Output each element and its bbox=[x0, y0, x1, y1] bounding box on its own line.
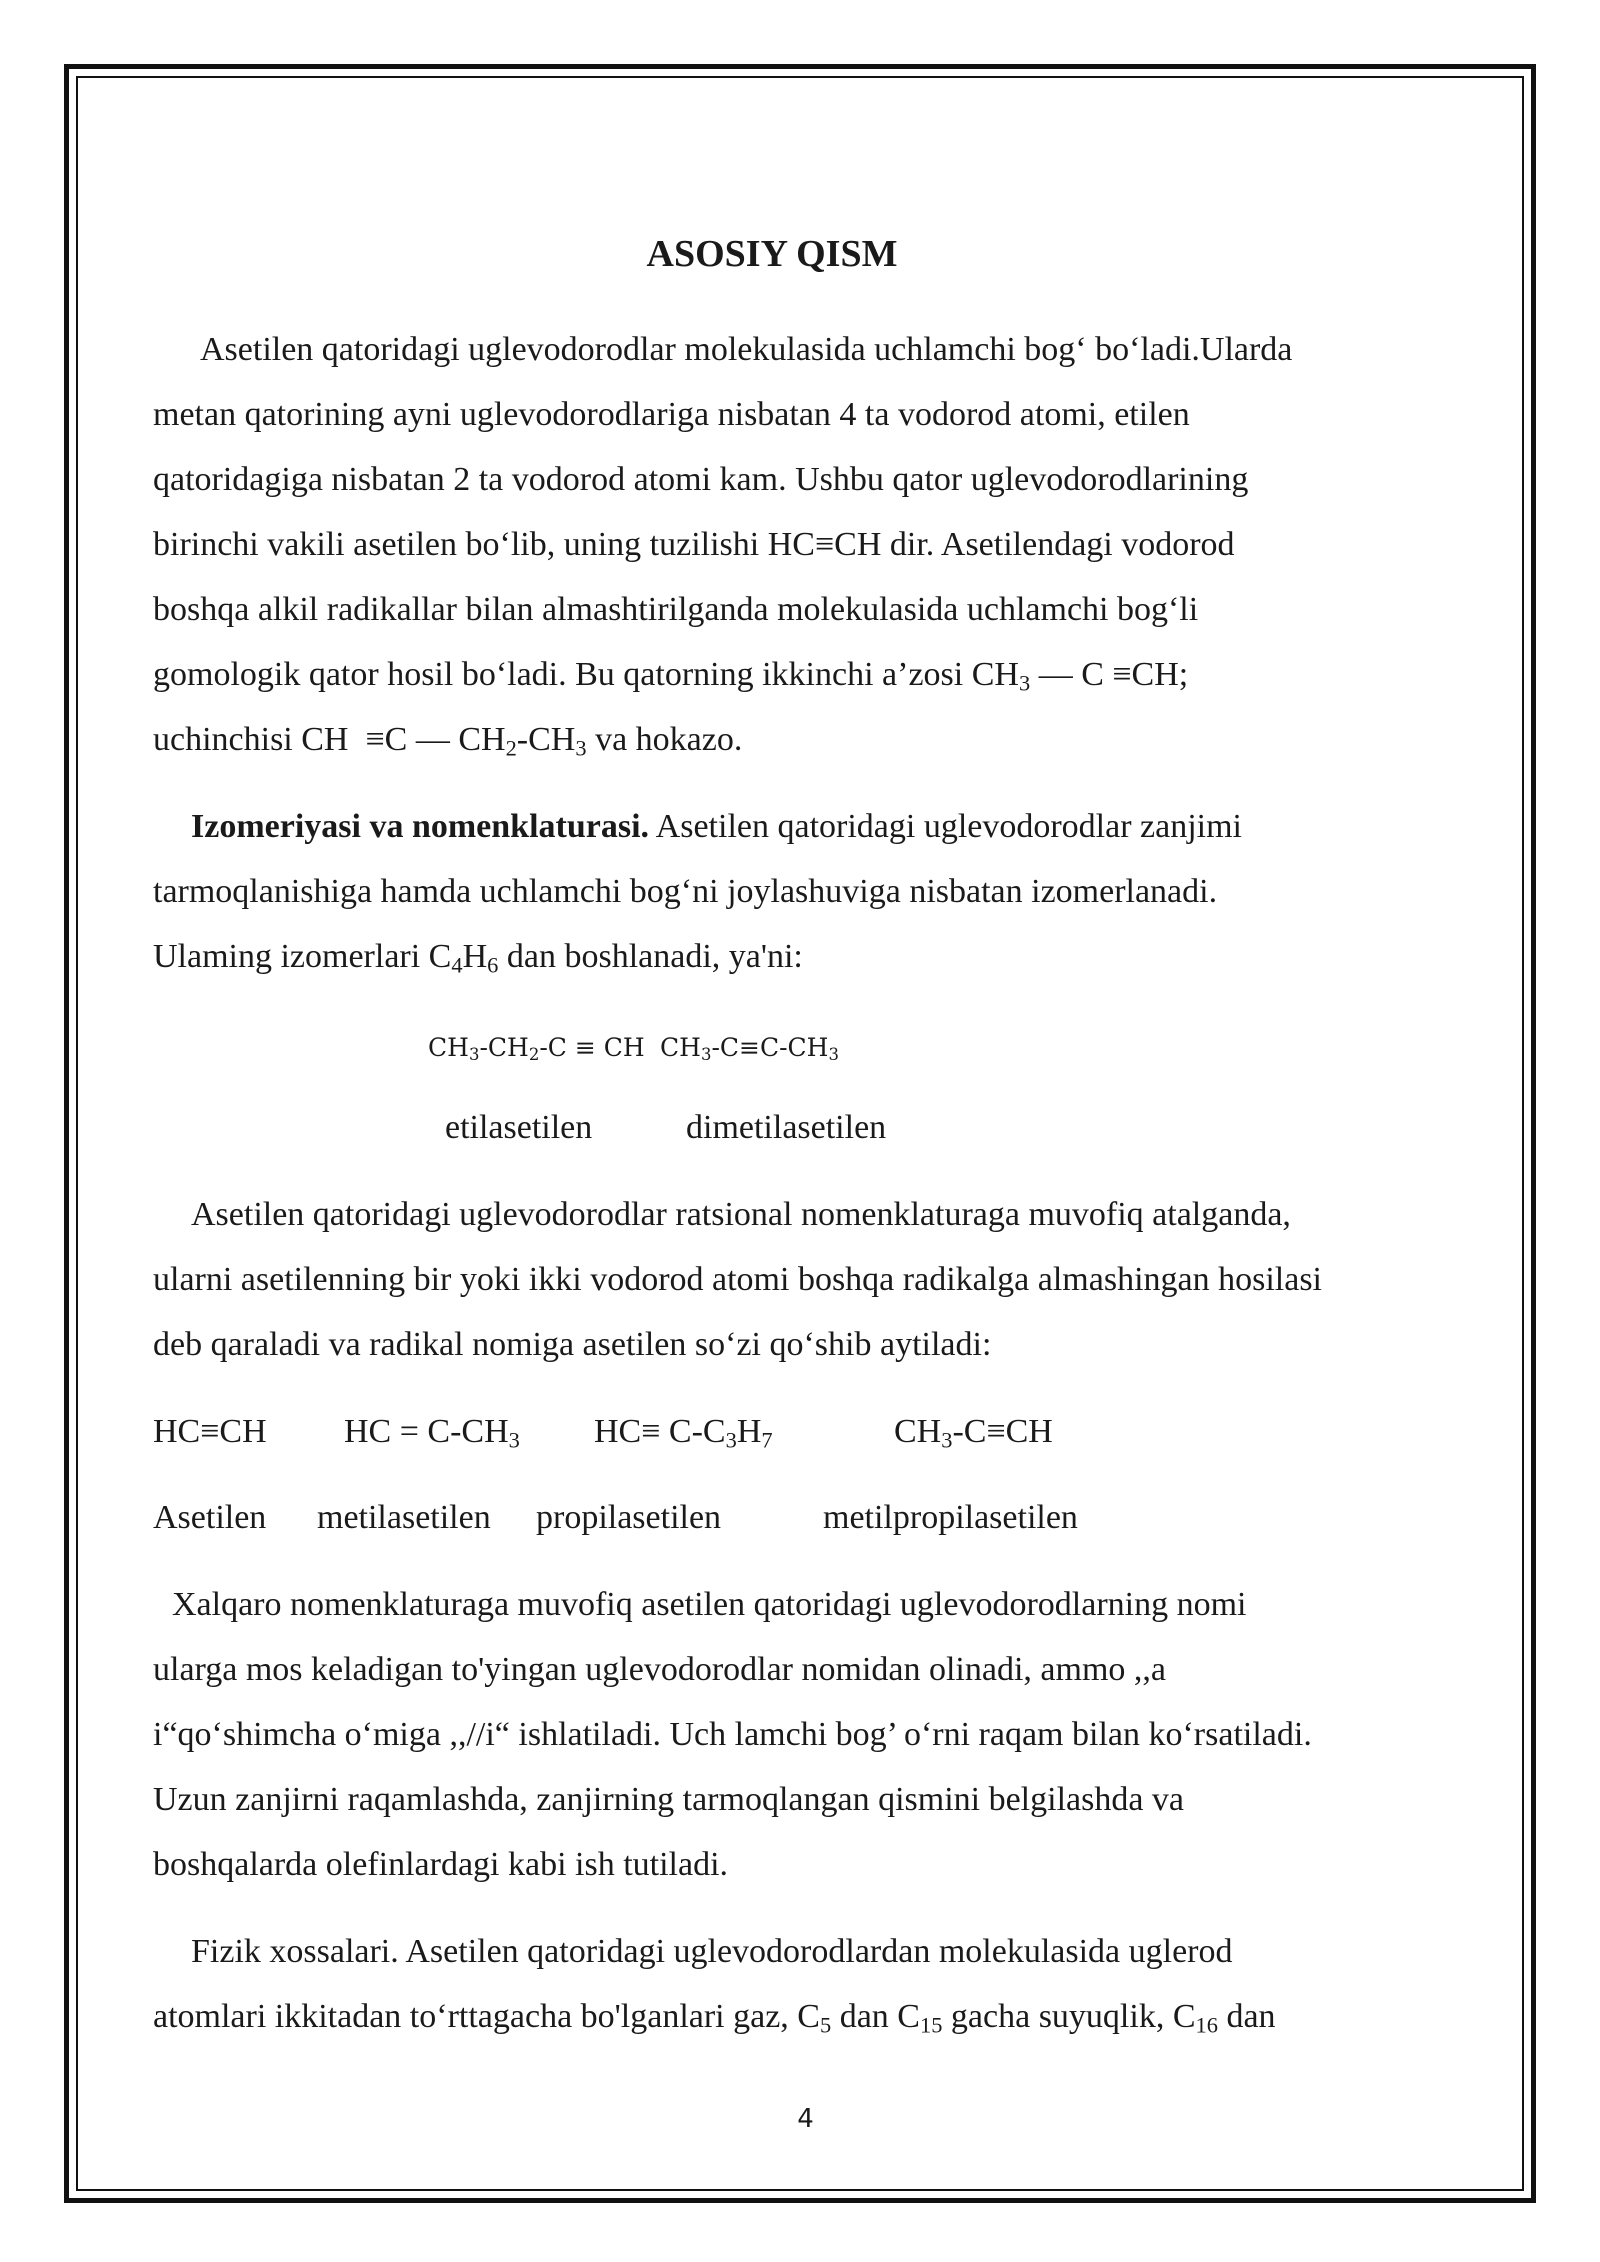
text-span: HC = C-CH bbox=[344, 1413, 509, 1450]
text-span: -C≡C-CH bbox=[711, 1033, 829, 1062]
paragraph-1-line-3: qatoridagiga nisbatan 2 ta vodorod atomi kam. Ushbu qator uglevodorodlarining bbox=[153, 461, 1249, 498]
text-span: CH bbox=[660, 1033, 701, 1062]
text-span: -C≡CH bbox=[952, 1413, 1053, 1450]
paragraph-4-line-3: i“qo‘shimcha o‘miga ,,//i“ ishlatiladi. Uch lamchi bog’ o‘rni raqam bilan ko‘rsatiladi. bbox=[153, 1716, 1312, 1753]
isomer-name-etilasetilen: etilasetilen bbox=[445, 1109, 593, 1146]
paragraph-1-line-7 bbox=[153, 720, 742, 760]
text-span: HC≡ C-C bbox=[594, 1413, 726, 1450]
paragraph-1-line-2: metan qatorining ayni uglevodorodlariga nisbatan 4 ta vodorod atomi, etilen bbox=[153, 396, 1190, 433]
paragraph-2-line-2: tarmoqlanishiga hamda uchlamchi bog‘ni joylashuviga nisbatan izomerlanadi. bbox=[153, 873, 1218, 910]
paragraph-3-line-3: deb qaraladi va radikal nomiga asetilen so‘zi qo‘shib aytiladi: bbox=[153, 1326, 992, 1363]
text-span: CH bbox=[428, 1033, 469, 1062]
isomer-name-dimetilasetilen: dimetilasetilen bbox=[686, 1109, 887, 1146]
text-span: uchinchisi CH ≡C — CH bbox=[153, 721, 506, 758]
formula-etilasetilen bbox=[428, 1028, 645, 1068]
subscript: 3 bbox=[575, 735, 587, 761]
paragraph-5-line-1: Fizik xossalari. Asetilen qatoridagi uglevodorodlardan molekulasida uglerod bbox=[191, 1933, 1233, 1970]
subscript: 3 bbox=[941, 1427, 953, 1453]
text-span: dan bbox=[1217, 1998, 1276, 2035]
section-heading: Izomeriyasi va nomenklaturasi. bbox=[191, 808, 650, 845]
subscript: 3 bbox=[828, 1045, 839, 1065]
text-span: -C ≡ CH bbox=[539, 1033, 645, 1062]
example-name-asetilen: Asetilen bbox=[153, 1499, 267, 1536]
text-span: H bbox=[736, 1413, 762, 1450]
paragraph-1-line-4: birinchi vakili asetilen bo‘lib, uning tuzilishi HC≡CH dir. Asetilendagi vodorod bbox=[153, 526, 1235, 563]
subscript: 16 bbox=[1195, 2012, 1218, 2038]
text-span: CH bbox=[894, 1413, 942, 1450]
paragraph-4-line-2: ularga mos keladigan to'yingan uglevodorodlar nomidan olinadi, ammo ,,a bbox=[153, 1651, 1166, 1688]
text-span: H bbox=[462, 938, 488, 975]
text-span: dan boshlanadi, ya'ni: bbox=[498, 938, 803, 975]
text-span: atomlari ikkitadan to‘rttagacha bo'lganlari gaz, C bbox=[153, 1998, 820, 2035]
formula-dimetilasetilen bbox=[660, 1028, 839, 1068]
subscript: 2 bbox=[528, 1045, 540, 1065]
subscript: 6 bbox=[487, 952, 499, 978]
subscript: 2 bbox=[505, 735, 517, 761]
text-span: gacha suyuqlik, C bbox=[942, 1998, 1196, 2035]
paragraph-3-line-2: ularni asetilenning bir yoki ikki vodorod atomi boshqa radikalga almashingan hosilasi bbox=[153, 1261, 1322, 1298]
example-name-propilasetilen: propilasetilen bbox=[536, 1499, 722, 1536]
text-span: dan C bbox=[831, 1998, 920, 2035]
subscript: 3 bbox=[700, 1045, 712, 1065]
paragraph-2-line-3 bbox=[153, 937, 803, 977]
subscript: 15 bbox=[919, 2012, 943, 2038]
paragraph-5-line-2 bbox=[153, 1997, 1276, 2037]
subscript: 3 bbox=[1018, 670, 1031, 696]
subscript: 3 bbox=[508, 1427, 520, 1453]
subscript: 7 bbox=[761, 1427, 773, 1453]
paragraph-4-line-1: Xalqaro nomenklaturaga muvofiq asetilen qatoridagi uglevodorodlarning nomi bbox=[172, 1586, 1247, 1623]
paragraph-1-line-6 bbox=[153, 655, 1188, 695]
text-span: Asetilen qatoridagi uglevodorodlar zanjimi bbox=[649, 808, 1243, 845]
formula-asetilen: HC≡CH bbox=[153, 1413, 267, 1450]
subscript: 5 bbox=[819, 2012, 832, 2038]
text-span: -CH bbox=[516, 721, 576, 758]
text-span: gomologik qator hosil bo‘ladi. Bu qatorning ikkinchi a’zosi CH bbox=[153, 656, 1019, 693]
formula-metilasetilen bbox=[344, 1412, 520, 1452]
formula-propilasetilen bbox=[594, 1412, 773, 1452]
page-number: 4 bbox=[797, 2104, 814, 2134]
paragraph-4-line-5: boshqalarda olefinlardagi kabi ish tutiladi. bbox=[153, 1846, 729, 1883]
paragraph-2-line-1 bbox=[191, 807, 1242, 847]
text-span: — C ≡CH; bbox=[1030, 656, 1189, 693]
formula-metilpropilasetilen bbox=[894, 1412, 1053, 1452]
paragraph-1-line-1: Asetilen qatoridagi uglevodorodlar molekulasida uchlamchi bog‘ bo‘ladi.Ularda bbox=[200, 331, 1293, 368]
text-span: va hokazo. bbox=[586, 721, 743, 758]
example-name-metilpropilasetilen: metilpropilasetilen bbox=[823, 1499, 1078, 1536]
subscript: 4 bbox=[451, 952, 463, 978]
subscript: 3 bbox=[725, 1427, 737, 1453]
paragraph-3-line-1: Asetilen qatoridagi uglevodorodlar ratsional nomenklaturaga muvofiq atalganda, bbox=[191, 1196, 1291, 1233]
text-span: Ulaming izomerlari C bbox=[153, 938, 452, 975]
example-name-metilasetilen: metilasetilen bbox=[317, 1499, 491, 1536]
text-span: -CH bbox=[479, 1033, 529, 1062]
page-title: ASOSIY QISM bbox=[646, 233, 898, 275]
subscript: 3 bbox=[468, 1045, 480, 1065]
paragraph-4-line-4: Uzun zanjirni raqamlashda, zanjirning tarmoqlangan qismini belgilashda va bbox=[153, 1781, 1185, 1818]
paragraph-1-line-5: boshqa alkil radikallar bilan almashtirilganda molekulasida uchlamchi bog‘li bbox=[153, 591, 1199, 628]
